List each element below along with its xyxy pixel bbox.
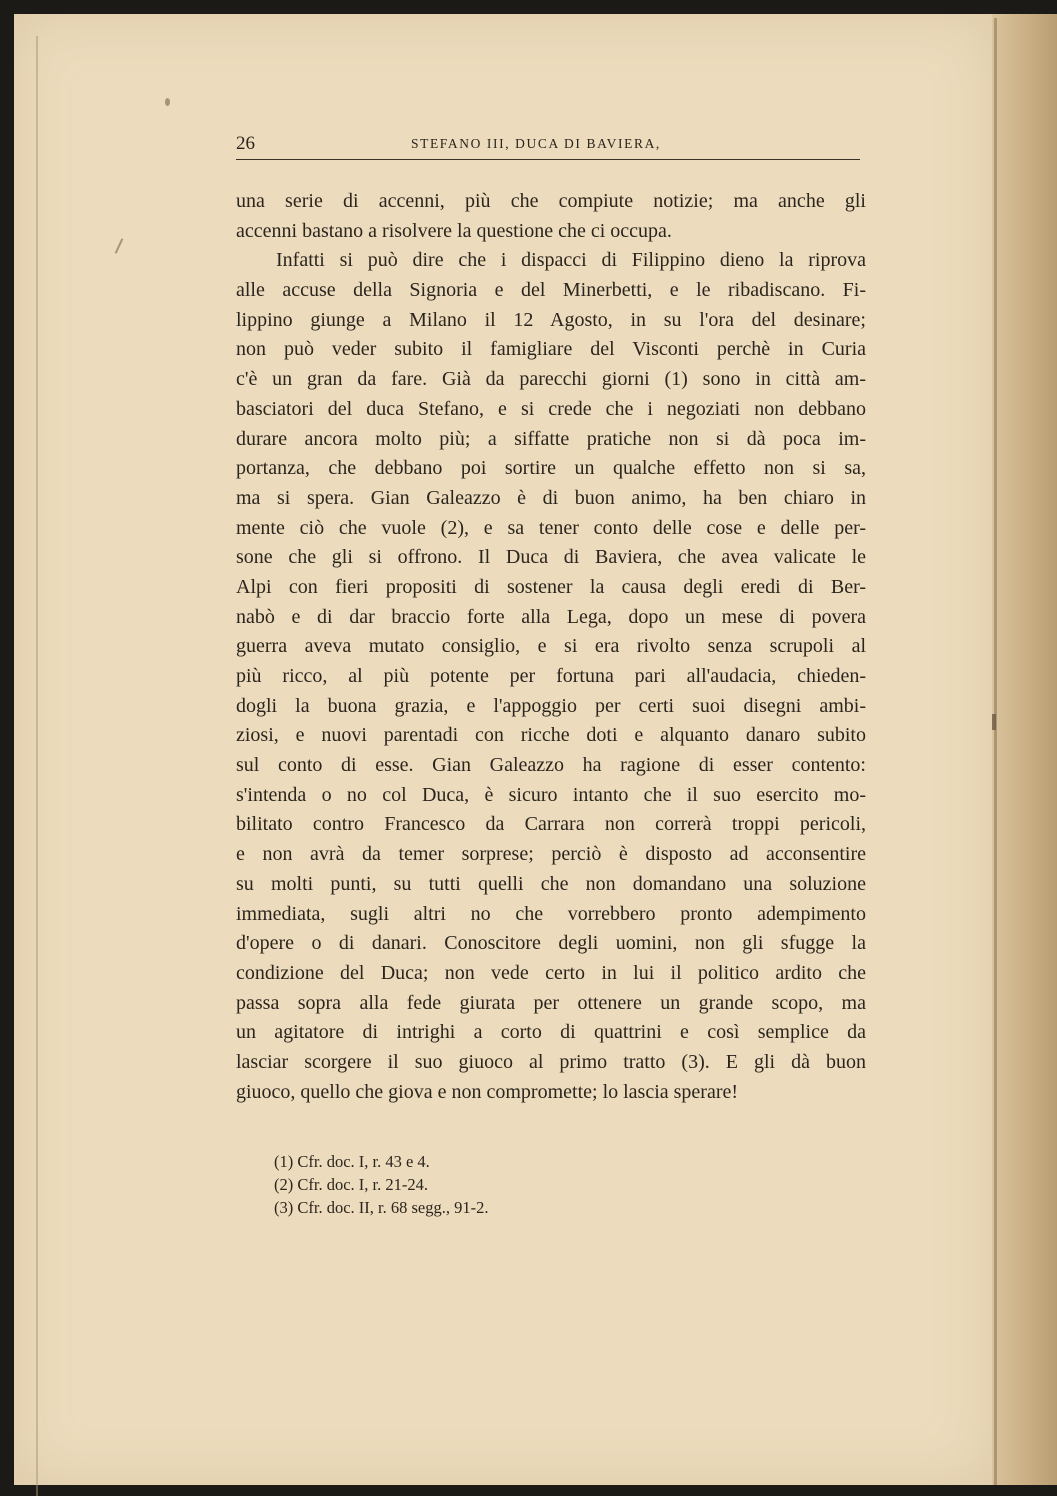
text-line: basciatori del duca Stefano, e si crede che i negoziati non debbano	[236, 397, 866, 420]
text-line: bilitato contro Francesco da Carrara non correrà troppi pericoli,	[236, 813, 866, 836]
footnote: (3) Cfr. doc. II, r. 68 segg., 91-2.	[274, 1198, 489, 1217]
text-line: un agitatore di intrighi a corto di quattrini e così semplice da	[236, 1021, 866, 1044]
text-line: accenni bastano a risolvere la questione che ci occupa.	[236, 219, 672, 242]
text-line: guerra aveva mutato consiglio, e si era rivolto senza scrupoli al	[236, 635, 866, 658]
text-line: nabò e di dar braccio forte alla Lega, dopo un mese di povera	[236, 605, 866, 628]
text-line: s'intenda o no col Duca, è sicuro intanto che il suo esercito mo-	[236, 783, 866, 806]
text-line: alle accuse della Signoria e del Minerbetti, e le ribadiscano. Fi-	[236, 279, 866, 302]
text-line: lippino giunge a Milano il 12 Agosto, in su l'ora del desinare;	[236, 308, 866, 331]
text-line: durare ancora molto più; a siffatte pratiche non si dà poca im-	[236, 427, 866, 450]
text-line: sone che gli si offrono. Il Duca di Baviera, che avea valicate le	[236, 546, 866, 569]
running-head: STEFANO III, DUCA DI BAVIERA,	[411, 136, 661, 151]
text-line: Infatti si può dire che i dispacci di Filippino dieno la riprova	[276, 249, 866, 272]
text-line: c'è un gran da fare. Già da parecchi giorni (1) sono in città am-	[236, 368, 866, 391]
footnote: (2) Cfr. doc. I, r. 21-24.	[274, 1175, 428, 1194]
text-line: Alpi con fieri propositi di sostener la causa degli eredi di Ber-	[236, 575, 866, 598]
text-line: d'opere o di danari. Conoscitore degli uomini, non gli sfugge la	[236, 932, 866, 955]
body-text	[236, 187, 866, 1107]
page-header	[236, 133, 860, 160]
text-line: una serie di accenni, più che compiute notizie; ma anche gli	[236, 190, 866, 212]
ink-speck	[165, 98, 170, 106]
page-edge-shadow	[994, 18, 997, 1485]
text-line: dogli la buona grazia, e l'appoggio per certi suoi disegni ambi-	[236, 694, 866, 717]
text-line: sul conto di esse. Gian Galeazzo ha ragione di esser contento:	[236, 754, 866, 777]
text-line: giuoco, quello che giova e non compromette; lo lascia sperare!	[236, 1080, 739, 1103]
text-line: lasciar scorgere il suo giuoco al primo tratto (3). E gli dà buon	[236, 1050, 866, 1073]
footnotes	[274, 1150, 674, 1219]
footnote: (1) Cfr. doc. I, r. 43 e 4.	[274, 1152, 430, 1171]
text-line: più ricco, al più potente per fortuna pari all'audacia, chieden-	[236, 665, 866, 687]
page-number: 26	[236, 133, 255, 154]
text-line: immediata, sugli altri no che vorrebbero pronto adempimento	[236, 902, 866, 925]
text-line: non può veder subito il famigliare del Visconti perchè in Curia	[236, 338, 866, 361]
binding-line	[36, 36, 38, 1496]
text-line: passa sopra alla fede giurata per ottenere un grande scopo, ma	[236, 991, 866, 1014]
text-line: su molti punti, su tutti quelli che non domandano una soluzione	[236, 872, 866, 895]
text-line: ziosi, e nuovi parentadi con ricche doti e alquanto danaro subito	[236, 724, 866, 747]
text-line: mente ciò che vuole (2), e sa tener conto delle cose e delle per-	[236, 516, 866, 539]
text-line: portanza, che debbano poi sortire un qualche effetto non si sa,	[236, 457, 866, 480]
text-line: ma si spera. Gian Galeazzo è di buon animo, ha ben chiaro in	[236, 486, 866, 509]
adjacent-page-edge	[992, 14, 1057, 1485]
margin-tick	[992, 714, 996, 730]
text-line: e non avrà da temer sorprese; perciò è disposto ad acconsentire	[236, 843, 866, 866]
text-line: condizione del Duca; non vede certo in lui il politico ardito che	[236, 961, 866, 984]
